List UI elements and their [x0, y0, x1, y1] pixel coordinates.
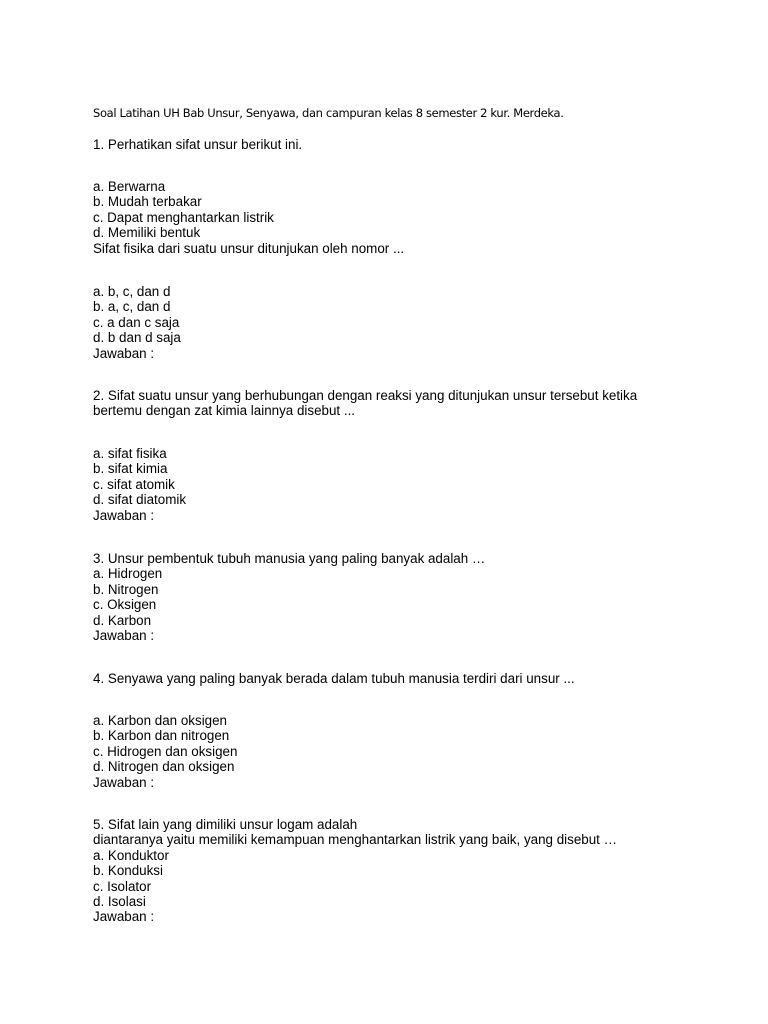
- q4-question-text: 4. Senyawa yang paling banyak berada dalam tubuh manusia terdiri dari unsur ...: [93, 671, 575, 686]
- q1-prompt: Sifat fisika dari suatu unsur ditunjukan oleh nomor ...: [93, 240, 405, 256]
- q2-question-line-2: bertemu dengan zat kimia lainnya disebut ...: [93, 403, 356, 419]
- q5-question-line-1: 5. Sifat lain yang dimiliki unsur logam adalah: [93, 817, 358, 832]
- q4-option-c: c. Hidrogen dan oksigen: [93, 743, 238, 759]
- q4-options: [93, 713, 237, 790]
- q1-statements: [93, 179, 404, 256]
- q4-option-b: b. Karbon dan nitrogen: [93, 728, 230, 744]
- q1-statement-d: d. Memiliki bentuk: [93, 225, 201, 241]
- q1-answer: Jawaban :: [93, 345, 155, 361]
- q1-option-a: a. b, c, dan d: [93, 284, 171, 299]
- q3-option-d: d. Karbon: [93, 612, 152, 628]
- q2-option-d: d. sifat diatomik: [93, 492, 187, 508]
- q4-option-d: d. Nitrogen dan oksigen: [93, 759, 235, 775]
- q5-option-b: b. Konduksi: [93, 863, 163, 879]
- q1-options: [93, 284, 181, 361]
- q3-question-text: 3. Unsur pembentuk tubuh manusia yang paling banyak adalah …: [93, 551, 486, 566]
- q1-statement-c: c. Dapat menghantarkan listrik: [93, 209, 274, 225]
- q2-option-c: c. sifat atomik: [93, 476, 175, 492]
- q3-option-c: c. Oksigen: [93, 597, 157, 613]
- q2-answer: Jawaban :: [93, 507, 155, 523]
- q3-option-b: b. Nitrogen: [93, 581, 159, 597]
- q2-question-line-1: 2. Sifat suatu unsur yang berhubungan dengan reaksi yang ditunjukan unsur tersebut ketika: [93, 388, 638, 403]
- q5-option-a: a. Konduktor: [93, 847, 169, 863]
- q3-answer: Jawaban :: [93, 627, 155, 643]
- q3-block: [93, 551, 485, 643]
- q2-question: [93, 388, 637, 419]
- q2-option-a: a. sifat fisika: [93, 446, 167, 461]
- q4-answer: Jawaban :: [93, 774, 155, 790]
- q2-option-b: b. sifat kimia: [93, 461, 168, 477]
- q1-statement-a: a. Berwarna: [93, 179, 166, 194]
- q5-option-c: c. Isolator: [93, 878, 152, 894]
- q4-question: [93, 671, 575, 686]
- q5-question-line-2: diantaranya yaitu memiliki kemampuan menghantarkan listrik yang baik, yang disebut …: [93, 832, 617, 848]
- q5-answer: Jawaban :: [93, 909, 155, 925]
- q1-question-text: 1. Perhatikan sifat unsur berikut ini.: [93, 137, 303, 152]
- q1-option-b: b. a, c, dan d: [93, 299, 171, 315]
- q5-option-d: d. Isolasi: [93, 893, 146, 909]
- document-heading: Soal Latihan UH Bab Unsur, Senyawa, dan campuran kelas 8 semester 2 kur. Merdeka.: [93, 106, 564, 120]
- q1-question: [93, 137, 302, 152]
- q4-option-a: a. Karbon dan oksigen: [93, 713, 228, 728]
- q1-statement-b: b. Mudah terbakar: [93, 194, 202, 210]
- q3-option-a: a. Hidrogen: [93, 566, 163, 582]
- q2-options: [93, 446, 186, 523]
- q5-block: [93, 817, 617, 925]
- q1-option-c: c. a dan c saja: [93, 314, 180, 330]
- q1-option-d: d. b dan d saja: [93, 330, 181, 346]
